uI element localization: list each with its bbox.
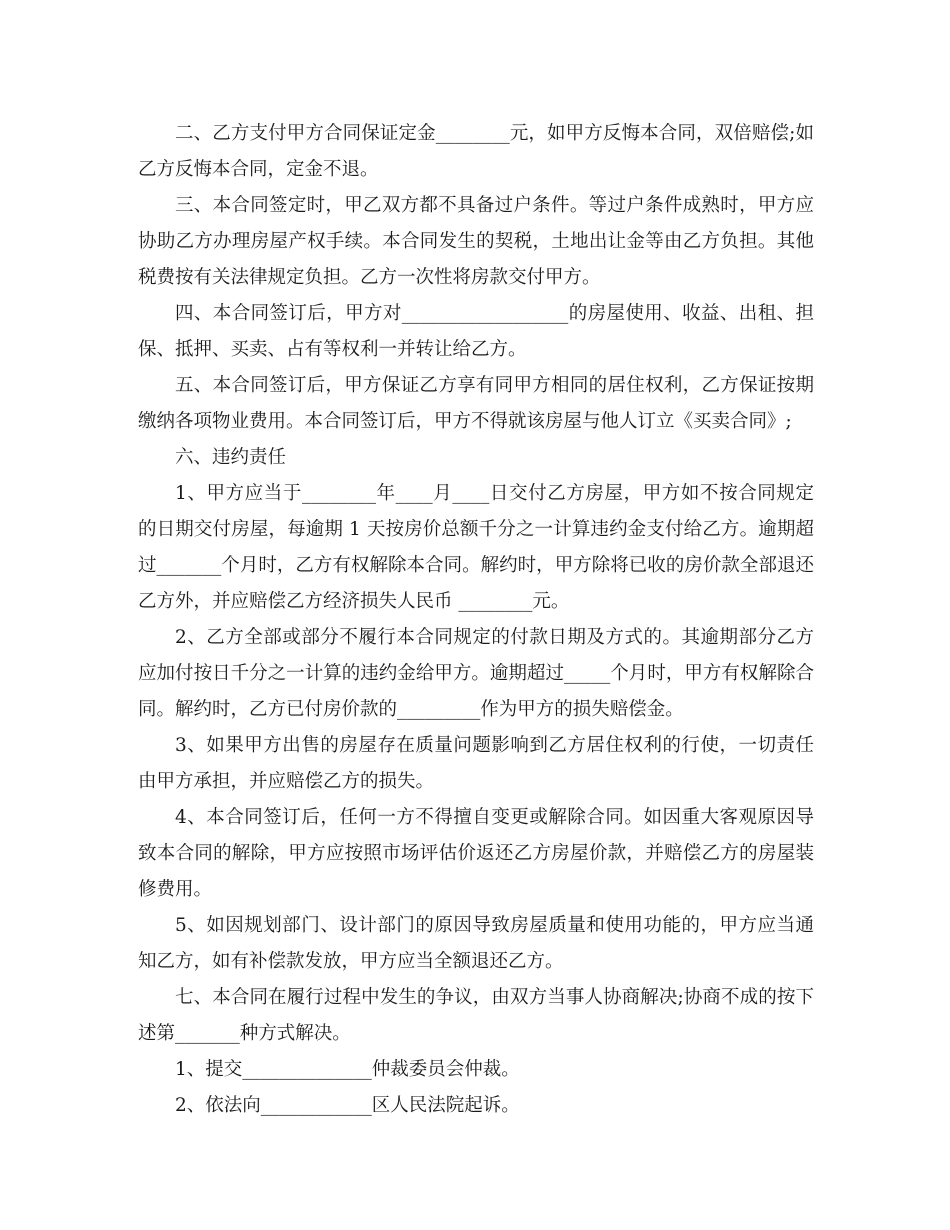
clause-breach-5: 5、如因规划部门、设计部门的原因导致房屋质量和使用功能的，甲方应当通知乙方，如有补偿款发放，甲方应当全额退还乙方。 (138, 915, 814, 972)
dispute-option-arbitration: 1、提交______________仲裁委员会仲裁。 (175, 1059, 520, 1080)
clause-deposit: 二、乙方支付甲方合同保证定金________元，如甲方反悔本合同，双倍赔偿;如乙方反悔本合同，定金不退。 (138, 123, 814, 180)
clause-breach-4: 4、本合同签订后，任何一方不得擅自变更或解除合同。如因重大客观原因导致本合同的解除，甲方应按照市场评估价返还乙方房屋价款，并赔偿乙方的房屋装修费用。 (138, 807, 814, 900)
clause-breach-1: 1、甲方应当于________年____月____日交付乙方房屋，甲方如不按合同规定的日期交付房屋，每逾期 1 天按房价总额千分之一计算违约金支付给乙方。逾期超过_______个月时，乙方有权解除本合同。解约时，甲方除将已收的房价款全部退还乙方外，并应赔偿乙方经济损失人民币 ________元。 (138, 483, 814, 612)
section-heading-breach: 六、违约责任 (175, 447, 287, 468)
clause-breach-3: 3、如果甲方出售的房屋存在质量问题影响到乙方居住权利的行使，一切责任由甲方承担，并应赔偿乙方的损失。 (138, 735, 814, 792)
clause-transfer-conditions: 三、本合同签定时，甲乙双方都不具备过户条件。等过户条件成熟时，甲方应协助乙方办理房屋产权手续。本合同发生的契税，土地出让金等由乙方负担。其他税费按有关法律规定负担。乙方一次性将房款交付甲方。 (138, 195, 814, 288)
clause-rights-transfer: 四、本合同签订后，甲方对__________________的房屋使用、收益、出租、担保、抵押、买卖、占有等权利一并转让给乙方。 (138, 303, 814, 360)
document-body (138, 116, 814, 1124)
clause-dispute: 七、本合同在履行过程中发生的争议，由双方当事人协商解决;协商不成的按下述第_______种方式解决。 (138, 987, 814, 1044)
clause-breach-2: 2、乙方全部或部分不履行本合同规定的付款日期及方式的。其逾期部分乙方应加付按日千分之一计算的违约金给甲方。逾期超过_____个月时，甲方有权解除合同。解约时，乙方已付房价款的_________作为甲方的损失赔偿金。 (138, 627, 814, 720)
clause-residence-rights: 五、本合同签订后，甲方保证乙方享有同甲方相同的居住权利，乙方保证按期缴纳各项物业费用。本合同签订后，甲方不得就该房屋与他人订立《买卖合同》; (138, 375, 814, 432)
dispute-option-court: 2、依法向____________区人民法院起诉。 (175, 1095, 520, 1116)
